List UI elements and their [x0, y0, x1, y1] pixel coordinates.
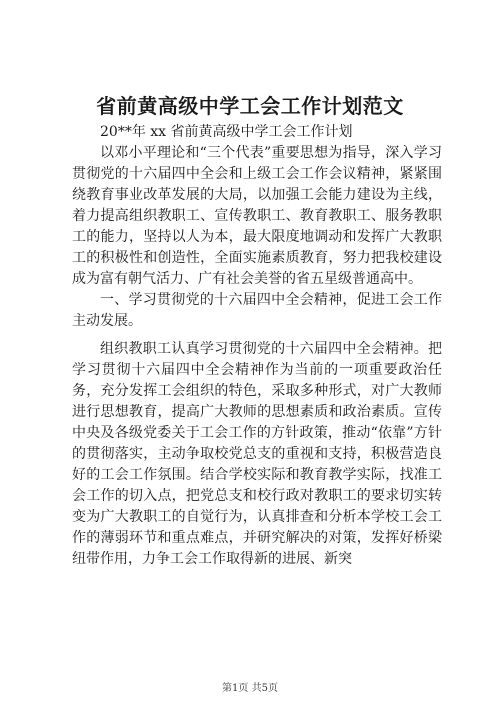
section-1-paragraph: 组织教职工认真学习贯彻党的十六届四中全会精神。把学习贯彻十六届四中全会精神作为当前的一项重要政治任务，充分发挥工会组织的特色，采取多种形式，对广大教师进行思想教育，提高广大教师的思想素质和政治素质。宣传中央及各级党委关于工会工作的方针政策，推动“依靠”方针的贯彻落实，主动争取校党总支的重视和支持，积极营造良好的工会工作氛围。结合学校实际和教育教学实际，找准工会工作的切入点，把党总支和校行政对教职工的要求切实转变为广大教职工的自觉行为，认真排查和分析本学校工会工作的薄弱环节和重点难点，并研究解决的对策，发挥好桥梁纽带作用，力争工会工作取得新的进展、新突	[72, 341, 442, 567]
guiding-principle-paragraph: 以邓小平理论和“三个代表”重要思想为指导，深入学习贯彻党的十六届四中全会和上级工会工作会议精神，紧紧围绕教育事业改革发展的大局，以加强工会能力建设为主线，着力提高组织教职工、宣传教职工、教育教职工、服务教职工的能力，坚持以人为本，最大限度地调动和发挥广大教职工的积极性和创造性，全面实施素质教育，努力把我校建设成为富有朝气活力、广有社会美誉的省五星级普通高中。	[72, 145, 442, 287]
document-body	[72, 122, 442, 570]
section-heading-1: 一、学习贯彻党的十六届四中全会精神，促进工会工作主动发展。	[72, 292, 442, 329]
plan-subtitle: 20**年 xx 省前黄高级中学工会工作计划	[100, 124, 353, 140]
page-number: 第1页 共5页	[222, 683, 278, 694]
document-title: 省前黄高级中学工会工作计划范文	[96, 94, 404, 118]
